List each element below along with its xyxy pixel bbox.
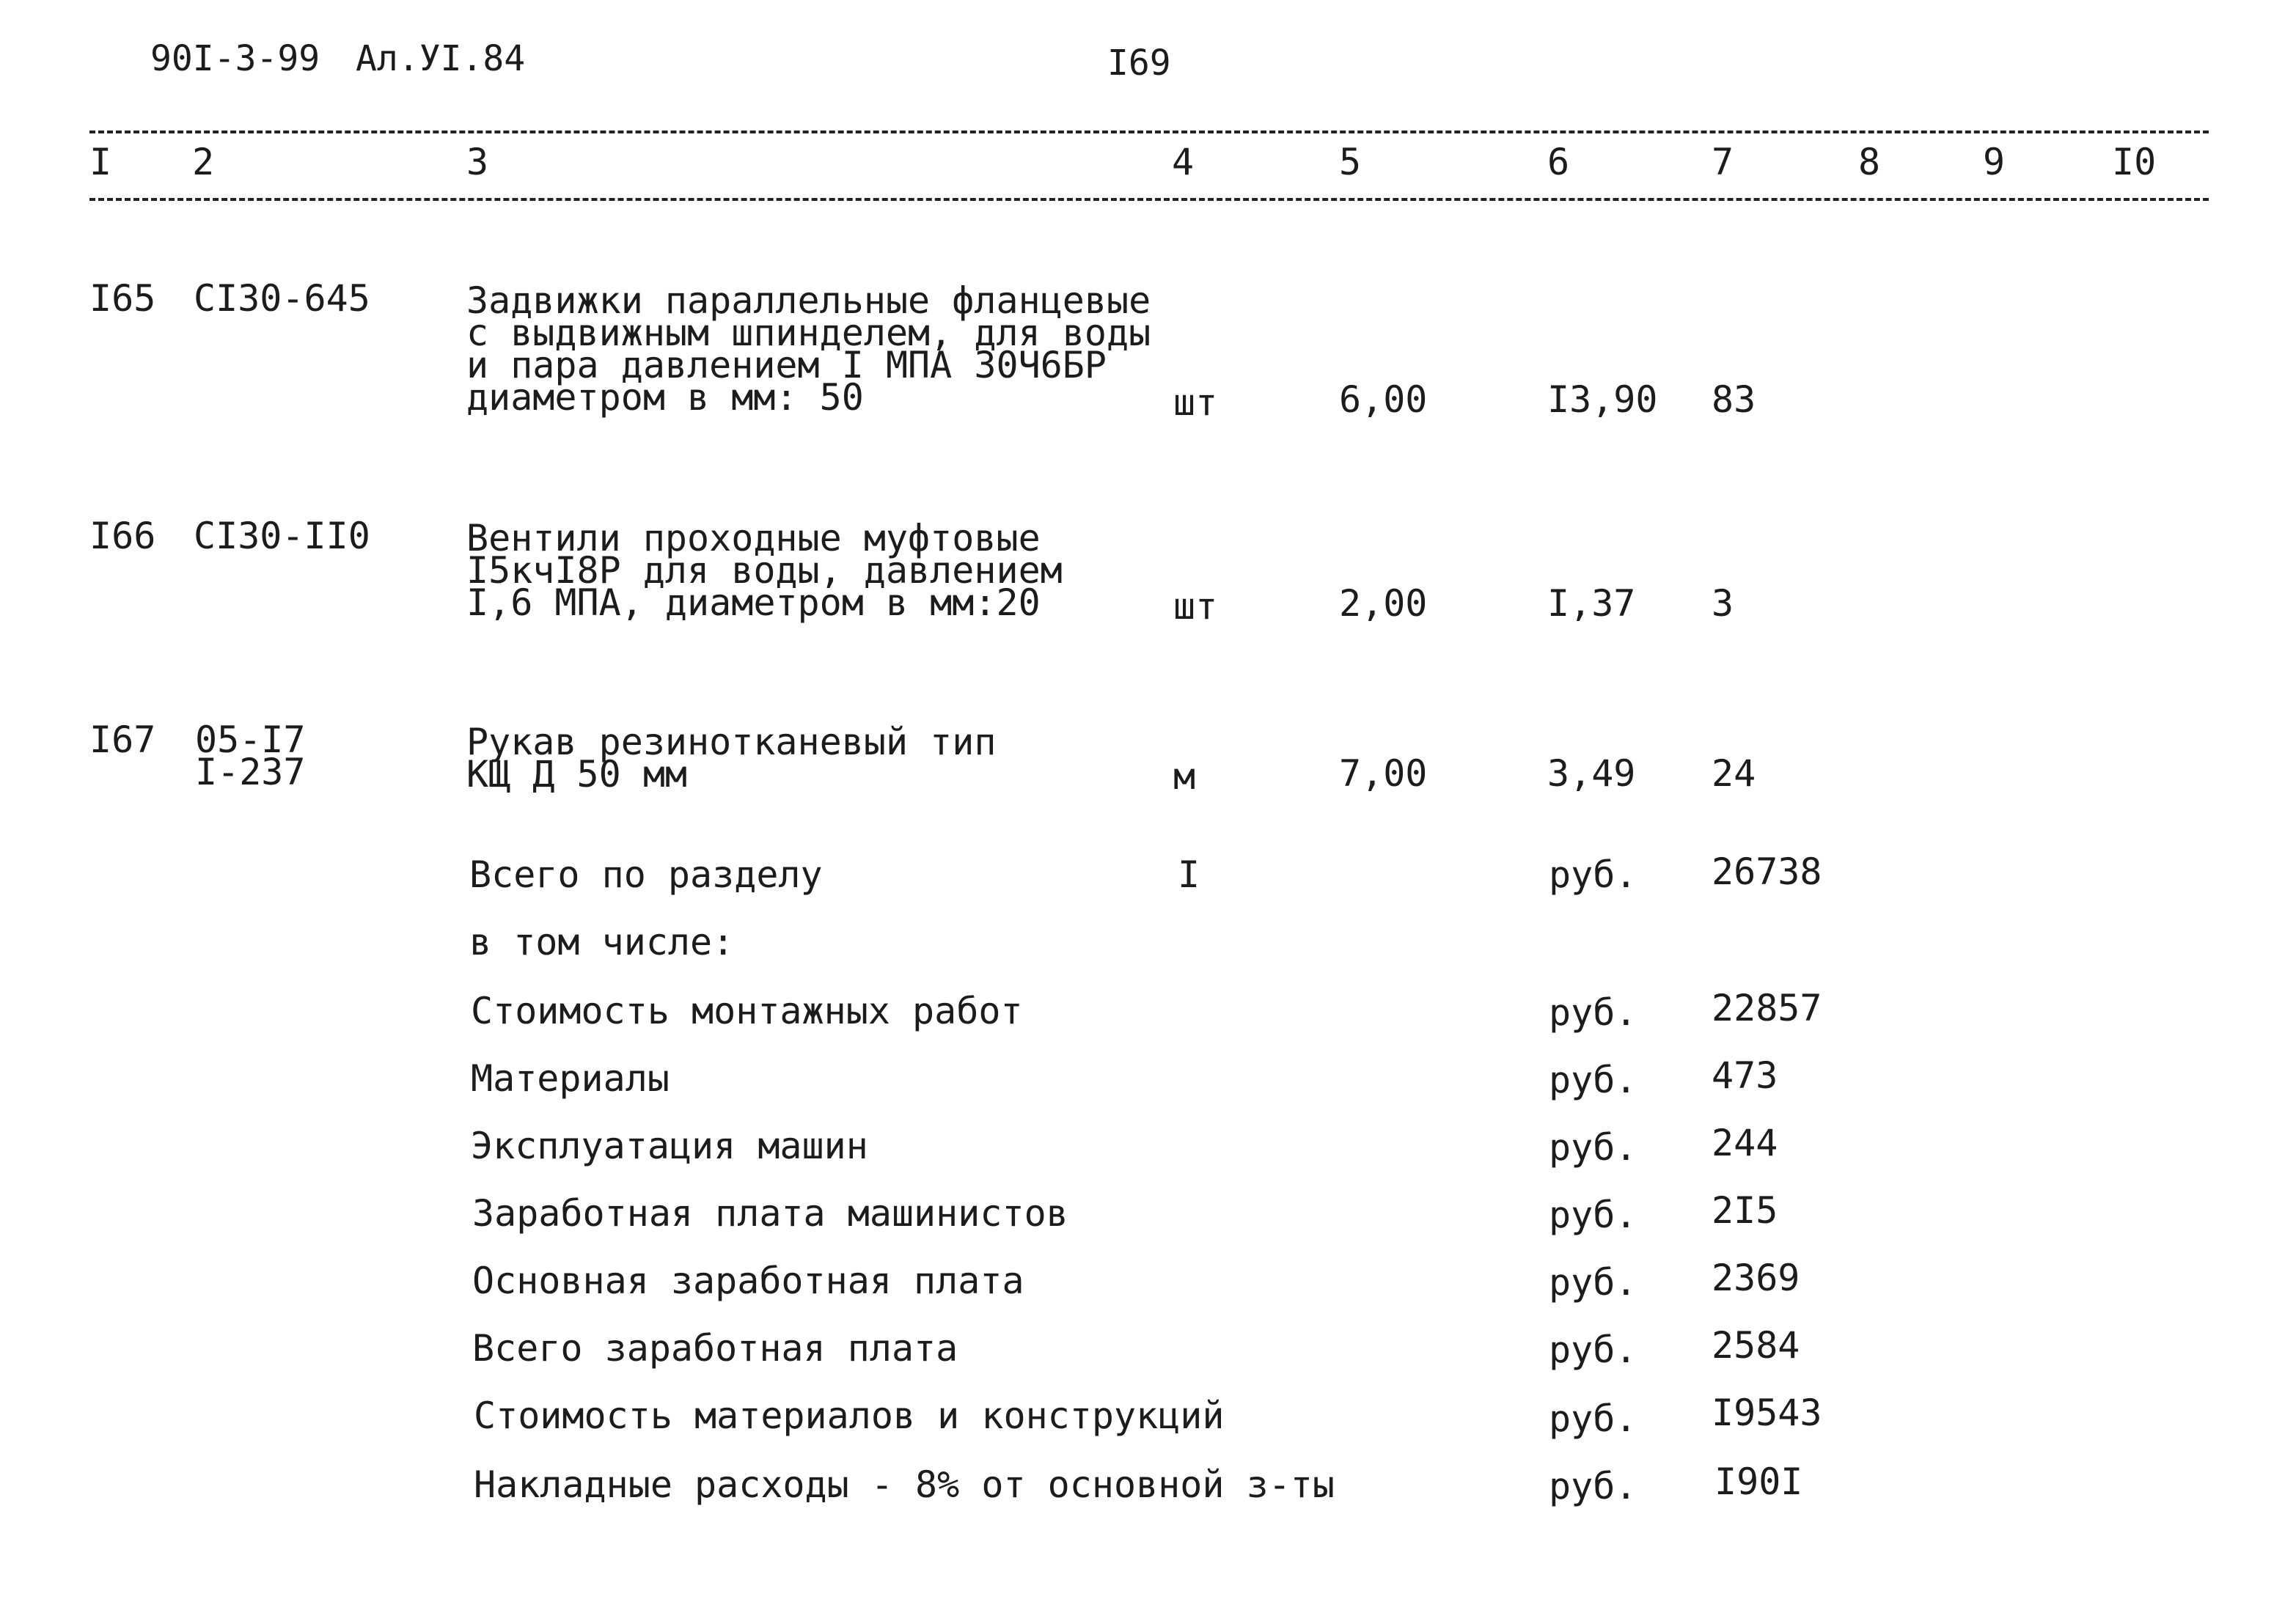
summary-unit: руб.: [1549, 1329, 1637, 1371]
column-header-10: I0: [2112, 141, 2157, 183]
rate-code-line-2: I-237: [195, 751, 306, 793]
column-header-7: 7: [1712, 141, 1734, 183]
unit-price: I,37: [1547, 582, 1636, 625]
summary-label: Заработная плата машинистов: [472, 1192, 1068, 1235]
header-rule-bottom: [89, 198, 2209, 201]
column-header-6: 6: [1547, 141, 1570, 183]
row-number: I67: [89, 719, 156, 761]
unit-price: I3,90: [1547, 378, 1658, 421]
summary-value: 2I5: [1712, 1189, 1778, 1232]
quantity: 6,00: [1339, 378, 1428, 421]
summary-label: Материалы: [471, 1057, 670, 1100]
summary-value: 473: [1712, 1054, 1778, 1097]
summary-unit: руб.: [1549, 991, 1637, 1034]
summary-value: 26738: [1712, 850, 1822, 893]
summary-unit: руб.: [1549, 1465, 1637, 1507]
summary-value: 2584: [1712, 1324, 1800, 1367]
summary-label: Накладные расходы - 8% от основной з-ты: [474, 1463, 1335, 1506]
summary-subheading: в том числе:: [469, 921, 735, 963]
summary-unit: руб.: [1549, 1194, 1637, 1236]
unit-price: 3,49: [1547, 752, 1636, 795]
summary-unit: руб.: [1549, 1397, 1637, 1440]
header-rule-top: [89, 131, 2209, 133]
summary-label: Эксплуатация машин: [471, 1125, 868, 1167]
summary-label: Стоимость материалов и конструкций: [474, 1395, 1225, 1437]
row-number: I65: [89, 277, 156, 320]
summary-label: Всего по разделу: [469, 853, 823, 896]
item-description: Вентили проходные муфтовые I5кчI8Р для воды, давлением I,6 МПА, диаметром в мм:20: [466, 517, 1063, 624]
total-cost: 83: [1712, 378, 1756, 421]
summary-label: Стоимость монтажных работ: [471, 990, 1023, 1032]
summary-label: Основная заработная плата: [472, 1260, 1024, 1302]
album-reference: Ал.УI.84: [356, 38, 526, 79]
section-number: I: [1178, 853, 1200, 896]
rate-code: CI30-645: [194, 277, 370, 320]
summary-unit: руб.: [1549, 1126, 1637, 1169]
summary-unit: руб.: [1549, 853, 1637, 896]
summary-value: 2369: [1712, 1257, 1800, 1299]
summary-value: I90I: [1714, 1460, 1803, 1503]
item-description: Рукав резинотканевый тип КЩ Д 50 мм: [466, 721, 997, 796]
column-header-9: 9: [1983, 141, 2006, 183]
row-number: I66: [89, 515, 156, 557]
quantity: 7,00: [1339, 752, 1428, 795]
document-code: 90I-3-99: [150, 38, 320, 79]
unit: шт: [1173, 381, 1218, 424]
unit: м: [1173, 755, 1196, 798]
total-cost: 24: [1712, 752, 1756, 795]
column-header-1: I: [89, 141, 112, 183]
column-header-4: 4: [1172, 141, 1195, 183]
summary-label: Всего заработная плата: [472, 1327, 958, 1370]
page-number: I69: [1107, 43, 1171, 84]
column-header-2: 2: [192, 141, 215, 183]
column-header-3: 3: [466, 141, 489, 183]
quantity: 2,00: [1339, 582, 1428, 625]
unit: шт: [1173, 585, 1218, 628]
summary-value: 244: [1712, 1122, 1778, 1164]
summary-unit: руб.: [1549, 1261, 1637, 1304]
item-description: Задвижки параллельные фланцевые с выдвижным шпинделем, для воды и пара давлением I МПА 30Ч6БР диаметром в мм: 50: [466, 279, 1151, 419]
rate-code: 05-I7: [195, 719, 306, 761]
summary-value: 22857: [1712, 987, 1822, 1029]
column-header-8: 8: [1858, 141, 1881, 183]
summary-value: I9543: [1712, 1392, 1822, 1434]
rate-code: CI30-II0: [194, 515, 370, 557]
total-cost: 3: [1712, 582, 1734, 625]
summary-unit: руб.: [1549, 1059, 1637, 1101]
column-header-5: 5: [1339, 141, 1362, 183]
